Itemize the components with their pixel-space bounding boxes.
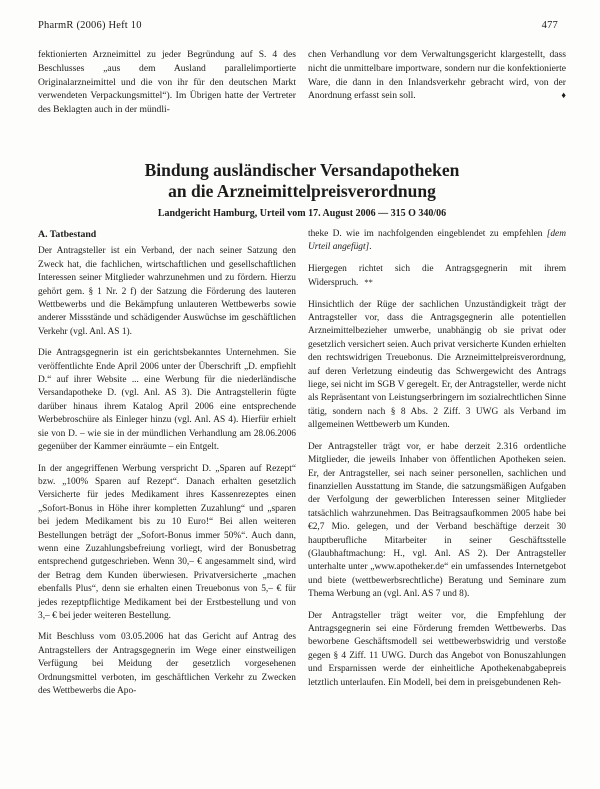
paragraph: Der Antragsteller ist ein Verband, der nach seiner Satzung den Zweck hat, die fachlichen, wirtschaftlichen und gesellschaftlichen Interessen seiner Mitglieder wahrzunehmen und zu fördern. Hierzu gehört gem. § 1 Nr. 2 f) der Satzung die Förderung des lauteren Wettbewerbs und die Bekämpfung unlauteren Wettbewerbs sowie anderer Missstände und schädigender Auswüchse im geschäftlichen Verkehr (vgl. Anl. AS 1). <box>38 246 296 337</box>
section-heading: A. Tatbestand <box>38 229 97 240</box>
paragraph: Hinsichtlich der Rüge der sachlichen Unzuständigkeit trägt der Antragsteller vor, dass die Antragsgegnerin alle potentiellen Arzneimittelbezieher umwerbe, unabhängig ob sie privat oder gesetzlich versichert seien. Auch privat versicherte Kunden erhielten den rechtswidrigen Treuebonus. Die Arzneimittelpreisverordnung, auf deren Verletzung eindeutig das Schwergewicht des Antrags liege, sei nicht im SGB V geregelt. Er, der Antragsteller, werde nicht als Repräsentant von Leistungserbringern im sozialrechtlichen Sinne tätig, sondern nach § 8 Abs. 2 Ziff. 3 UWG als Verband im allgemeinen Wettbewerb um Kunden. <box>308 299 566 431</box>
body-left-column <box>38 228 296 706</box>
footnote-mark: ** <box>364 277 373 288</box>
paragraph: Der Antragsteller trägt weiter vor, die Empfehlung der Antragsgegnerin sei eine Förderung fremden Wettbewerbs. Das beworbene Geschäftsmodell sei wettbewerbswidrig und verstoße gegen § 4 Ziff. 11 UWG. Durch das Angebot von Bonuszahlungen und Ersparnissen werde der einheitliche Apothekenabgabepreis letztlich unterlaufen. Ein Modell, bei dem in preisgebundenen Reh- <box>308 610 566 688</box>
article-title <box>38 160 566 202</box>
running-head <box>38 20 558 36</box>
paragraph <box>308 263 566 291</box>
article-title-line-1: Bindung ausländischer Versandapotheken <box>144 160 460 180</box>
paragraph-text: Hiergegen richtet sich die Antragsgegnerin mit ihrem Widerspruch. <box>308 263 566 289</box>
paragraph: In der angegriffenen Werbung verspricht D. „Sparen auf Rezept“ bzw. „100% Sparen auf Rezept“. Danach erhalten gesetzlich Versicherte für jedes Medikament ihres Kassenrezeptes einen „Sofort-Bonus in Höhe ihrer kompletten Zuzahlung“ und „sparen bei jedem Medikament bis zu 10 Euro!“ Bei allen weiteren Bestellungen beträgt der „Sofort-Bonus immer 50%“. Auch dann, wenn eine Zuzahlungsbefreiung vorliegt, wird der Bonusbetrag entsprechend gutgeschrieben. Wenn 30,– € angesammelt sind, wird der Betrag dem Kunden überwiesen. Privatversicherte „machen ebenfalls Plus“, denn sie erhalten einen Treuebonus von 5,– € für jedes rezeptpflichtige Medikament bei der Erstbestellung und von 3,– € bei jeder weiteren Bestellung. <box>38 463 296 621</box>
page-number: 477 <box>541 20 558 31</box>
body-right-column <box>308 228 566 698</box>
editorial-note: [dem Urteil angefügt] <box>308 229 566 253</box>
top-right-text: chen Verhandlung vor dem Verwaltungsgericht klargestellt, dass nicht die unmittelbare importware, sondern nur die konfektionierte Ware, die dann in den Inlandsverkehr gebracht wird, von der Anordnung erfasst sein soll. <box>308 49 566 102</box>
continued-article-end <box>38 48 566 140</box>
top-right-column <box>308 48 566 103</box>
paragraph: Mit Beschluss vom 03.05.2006 hat das Gericht auf Antrag des Antragstellers der Antragsgegnerin im Wege einer einstweiligen Verfügung bei Meidung der gesetzlich vorgesehenen Ordnungsmittel verboten, im geschäftlichen Verkehr zu Zwecken des Wettbewerbs die Apo- <box>38 632 296 696</box>
paragraph <box>308 228 566 255</box>
top-left-column <box>38 48 296 117</box>
journal-citation: PharmR (2006) Heft 10 <box>38 20 142 31</box>
end-of-article-mark: ♦ <box>561 90 566 101</box>
paragraph-text: theke D. wie im nachfolgenden eingeblendet zu empfehlen <box>308 229 547 239</box>
paragraph: Die Antragsgegnerin ist ein gerichtsbekanntes Unternehmen. Sie veröffentlichte Ende April 2006 unter der Überschrift „D. empfiehlt D.“ auf ihrer Website ... eine Werbung für die niederländische Versandapotheke D. (vgl. Anl. AS 3). Die Antragstellerin fügte darüber hinaus ihrem Katalog April 2006 eine entsprechende Werbebroschüre als Einleger hinzu (vgl. Anl. AS 4). Hierfür erhielt sie von D. – wie sie in der mündlichen Verhandlung am 28.06.2006 gegenüber der Kammer einräumte – ein Entgelt. <box>38 348 296 453</box>
paragraph-text-end: . <box>369 242 372 253</box>
court-citation: Landgericht Hamburg, Urteil vom 17. August 2006 — 315 O 340/06 <box>157 208 447 219</box>
article-title-line-2: an die Arzneimittelpreisverordnung <box>168 181 436 201</box>
top-left-paragraph: fektionierten Arzneimittel zu jeder Begründung auf S. 4 des Beschlusses „aus dem Ausland parallelimportierte Originalarzneimittel und die von ihr für den deutschen Markt verwendeten Verpackungsmittel“). Im Übrigen hatte der Vertreter des Beklagten auch in der mündli- <box>38 49 296 116</box>
paragraph: Der Antragsteller trägt vor, er habe derzeit 2.316 ordentliche Mitglieder, die jeweils Inhaber von öffentlichen Apotheken seien. Er, der Antragsteller, sei nach seiner personellen, sachlichen und finanziellen Ausstattung im Stande, die satzungsmäßigen Aufgaben der Verfolgung der gewerblichen Interessen seiner Mitglieder tatsächlich wahrzunehmen. Das Beitragsaufkommen 2005 habe bei €2,7 Mio. gelegen, und der Verband beschäftige derzeit 30 hauptberufliche Mitarbeiter in seiner Geschäftsstelle (Glaubhaftmachung: H., vgl. Anl. AS 2). Der Antragsteller unterhalte unter „www.apotheker.de“ ein umfassendes Internetgebot und biete (wettbewerbsrechtliche) Beratung und Seminare zum Thema Werbung an (vgl. Anl. AS 7 und 8). <box>308 441 566 600</box>
article-body <box>38 228 566 783</box>
top-right-paragraph <box>308 48 566 103</box>
